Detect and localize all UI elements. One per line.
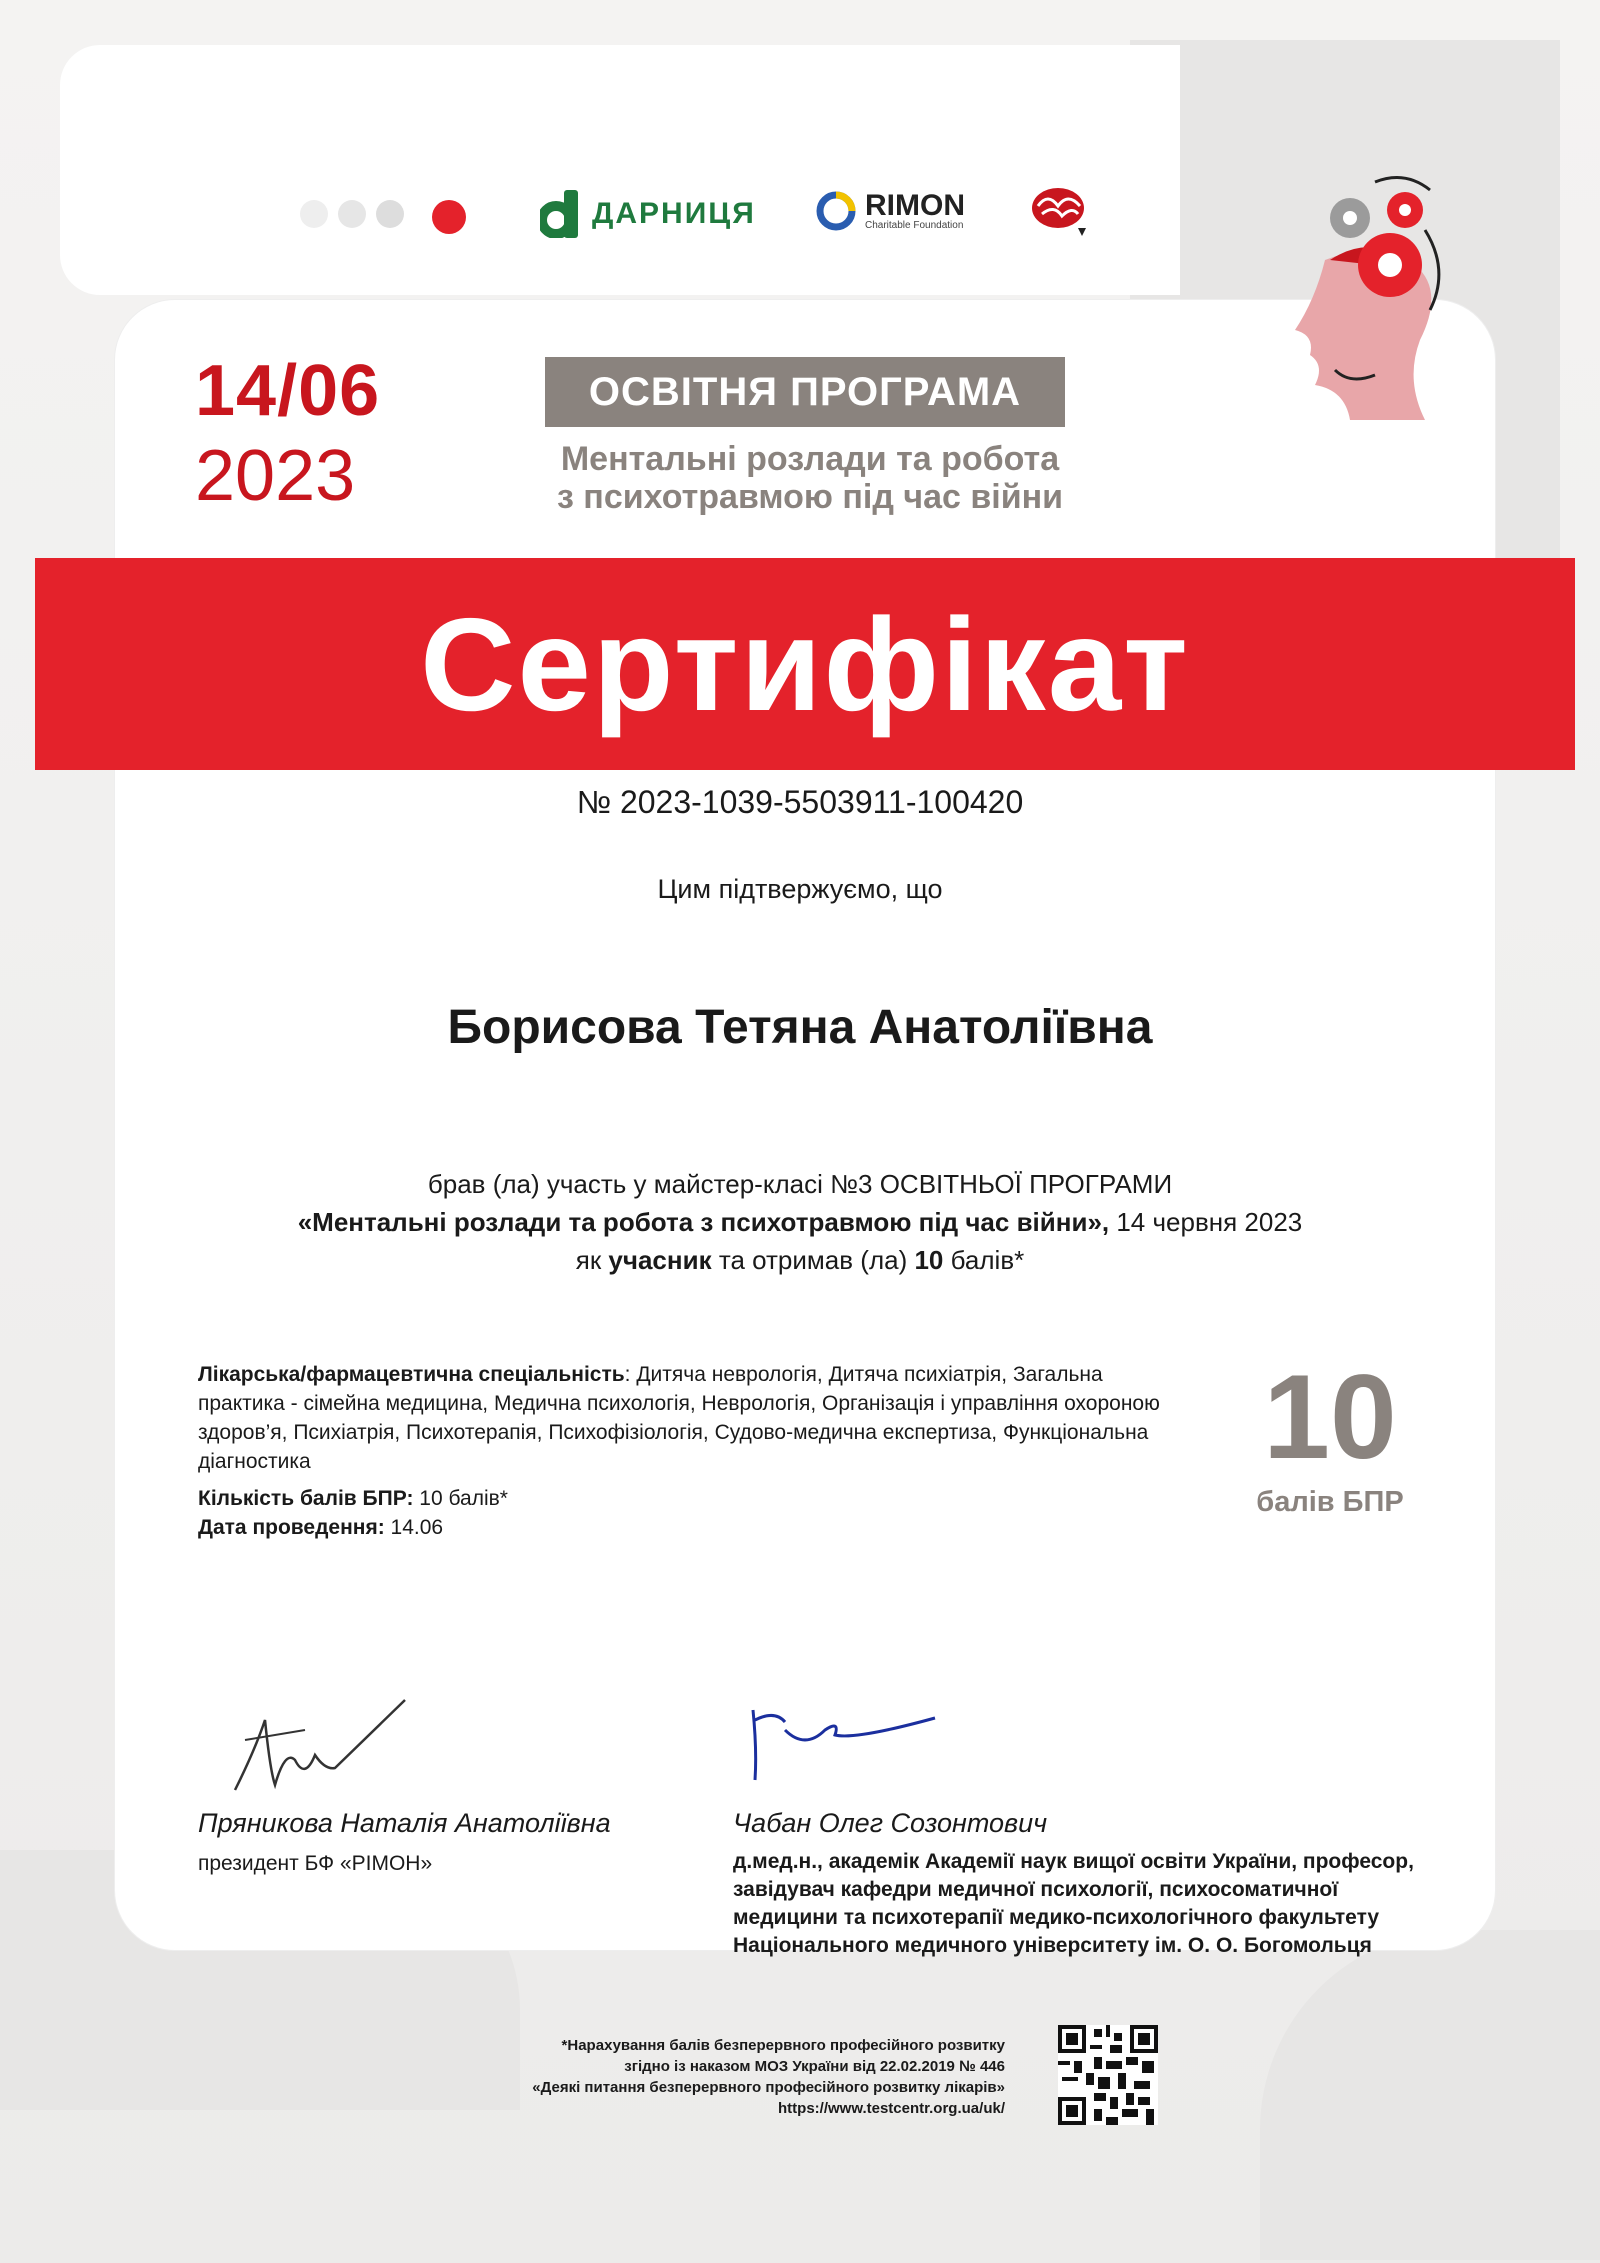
signature-1 (215, 1690, 415, 1810)
points-text: 10 (914, 1245, 944, 1275)
desc-text: та отримав (ла) (711, 1245, 915, 1275)
footnote-line: *Нарахування балів безперервного професійного розвитку (561, 2037, 1005, 2054)
points-badge-number: 10 (1263, 1350, 1397, 1484)
date-label: Дата проведення: (198, 1516, 385, 1539)
footnote-link[interactable]: https://www.testcentr.org.ua/uk/ (778, 2100, 1005, 2117)
signature-2 (745, 1700, 945, 1790)
red-dot (432, 200, 466, 234)
qr-code[interactable] (1058, 2025, 1158, 2125)
rimon-label: RIMON (865, 189, 965, 222)
header-band (60, 45, 1180, 295)
description-line3 (170, 1241, 1430, 1279)
head-gears-illustration (1255, 170, 1455, 420)
signer-2-role-line: медицини та психотерапії медико-психологічного факультету (733, 1906, 1380, 1929)
specialty-label: Лікарська/фармацевтична спеціальність (198, 1363, 625, 1386)
footnote-line: згідно із наказом МОЗ України від 22.02.2019 № 446 (624, 2058, 1005, 2075)
date-value: 14.06 (384, 1516, 444, 1539)
desc-text: балів* (943, 1245, 1025, 1275)
points-row (198, 1484, 1178, 1513)
brain-icon (1028, 182, 1092, 242)
points-badge-label: балів БПР (1256, 1486, 1404, 1518)
confirmation-text: Цим підтвержуємо, що (657, 874, 943, 904)
certificate-number: № 2023-1039-5503911-100420 (576, 784, 1024, 820)
points-value: 10 балів* (413, 1487, 508, 1510)
description-line1: брав (ла) участь у майстер-класі №3 ОСВІТНЬОЇ ПРОГРАМИ (427, 1169, 1173, 1199)
program-name: «Ментальні розлади та робота з психотравмою під час війни», (297, 1207, 1110, 1237)
certificate-title: Сертифікат (420, 590, 1190, 738)
rimon-sublabel: Charitable Foundation (865, 220, 964, 231)
signer-1-role: президент БФ «РІМОН» (198, 1852, 433, 1875)
event-date-year: 2023 (195, 436, 356, 516)
signer-2-role-line: Національного медичного університету ім. О. О. Богомольця (733, 1934, 1372, 1957)
signer-1-name: Пряникова Наталія Анатоліївна (198, 1808, 611, 1838)
rimon-logo (815, 190, 965, 232)
darnytsia-logo (540, 190, 756, 238)
footnote-line: «Деякі питання безперервного професійного розвитку лікарів» (532, 2079, 1005, 2096)
specialty-block (198, 1360, 1178, 1476)
rimon-ring-icon (815, 190, 857, 232)
date-row (198, 1513, 1178, 1542)
description-line2 (170, 1203, 1430, 1241)
program-subtitle-line1: Ментальні розлади та робота (560, 440, 1060, 478)
dots-decoration (300, 200, 466, 234)
role-text: учасник (608, 1245, 712, 1275)
desc-text: як (575, 1245, 609, 1275)
recipient-name: Борисова Тетяна Анатоліївна (447, 1001, 1153, 1054)
signer-2-role-line: завідувач кафедри медичної психології, психосоматичної (733, 1878, 1339, 1901)
program-subtitle-line2: з психотравмою під час війни (556, 478, 1064, 516)
program-badge: ОСВІТНЯ ПРОГРАМА (545, 357, 1065, 427)
footnote (360, 2035, 1005, 2119)
program-date: 14 червня 2023 (1109, 1207, 1303, 1237)
grey-dot (300, 200, 328, 228)
grey-dot (376, 200, 404, 228)
signer-2-role-line: д.мед.н., академік Академії наук вищої освіти України, професор, (733, 1850, 1414, 1873)
signer-2-name: Чабан Олег Созонтович (733, 1808, 1048, 1838)
darnytsia-icon (540, 190, 580, 238)
program-subtitle (520, 440, 1100, 516)
points-label: Кількість балів БПР: (198, 1487, 414, 1510)
signer-2-role (733, 1848, 1414, 1960)
event-date-day: 14/06 (195, 351, 381, 431)
grey-dot (338, 200, 366, 228)
darnytsia-label: ДАРНИЦЯ (592, 197, 756, 230)
specialty-value: : Дитяча неврологія, Дитяча психіатрія, Загальна практика - сімейна медицина, Медична психологія, Неврологія, Організація і управління охороною здоров’я, Психіатрія, Психотерапія, Психофізіологія, Судово-медична експертиза, Функціональна діагностика (198, 1363, 1160, 1473)
